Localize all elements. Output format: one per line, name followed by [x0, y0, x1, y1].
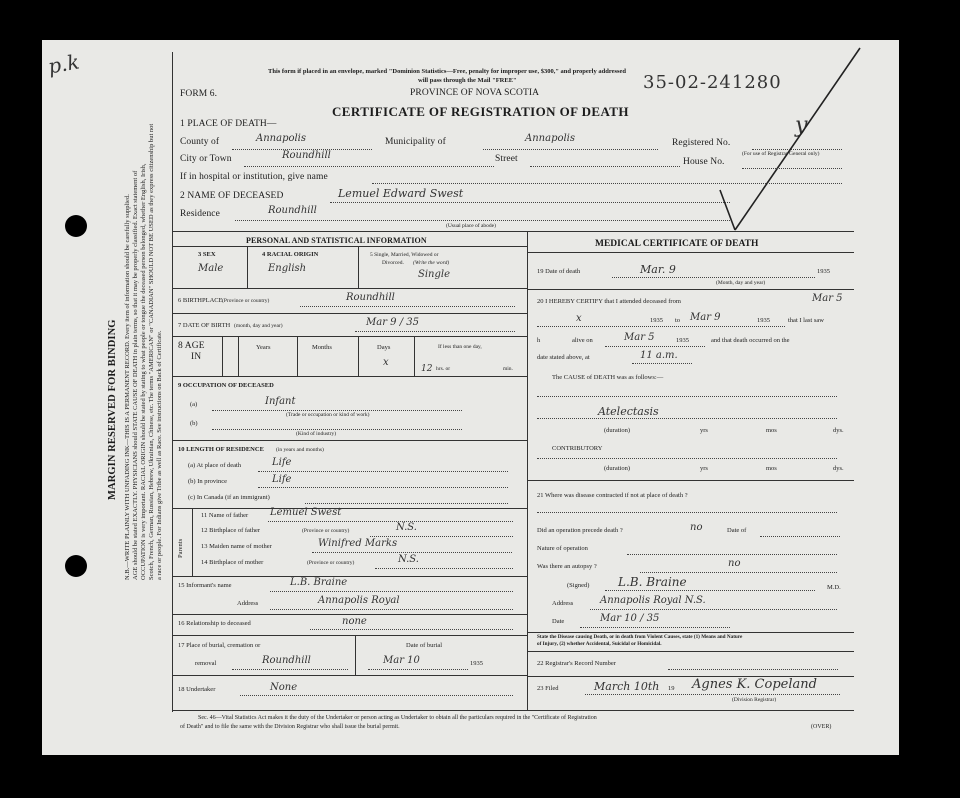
violent-note-1: State the Disease causing Death, or in death from Violent Causes, state (1) Means and Nature [537, 634, 743, 640]
deceased-name-label: 2 NAME OF DECEASED [180, 191, 284, 201]
filed-label: 23 Filed [537, 685, 559, 692]
signed-value: L.B. Braine [618, 575, 687, 589]
registrar-signature: Agnes K. Copeland [692, 677, 817, 692]
months-label: Months [312, 344, 332, 351]
date-of-death-hint: (Month, day and year) [716, 280, 766, 286]
mother-birthplace-label: 14 Birthplace of mother [201, 559, 264, 566]
attended-to-value: Mar 9 [690, 312, 721, 323]
burial-label-2: removal [195, 660, 217, 667]
residence-length-hint: (in years and months) [276, 447, 324, 453]
operation-value: no [690, 522, 703, 533]
medical-date-label: Date [552, 618, 565, 625]
residence-label: Residence [180, 209, 220, 219]
from-year: 1935 [650, 317, 663, 324]
municipality-label: Municipality of [385, 137, 446, 147]
record-number-label: 22 Registrar's Record Number [537, 660, 616, 667]
province-heading: PROVINCE OF NOVA SCOTIA [410, 88, 540, 98]
signature-mark: y [795, 113, 808, 138]
informant-address-value: Annapolis Royal [318, 595, 400, 606]
corner-note: p.k [46, 49, 82, 79]
contrib-yrs-label: yrs [700, 465, 708, 472]
marital-label-2: Divorced. [382, 260, 404, 266]
hospital-label: If in hospital or institution, give name [180, 172, 328, 182]
municipality-value: Annapolis [525, 133, 576, 144]
father-birthplace-value: N.S. [396, 522, 417, 533]
father-birthplace-hint: (Province or country) [302, 528, 350, 534]
marital-value: Single [418, 269, 451, 280]
death-occurred-label: and that death occurred on the [711, 337, 790, 344]
medical-address-value: Annapolis Royal N.S. [600, 595, 706, 606]
house-no-label: House No. [683, 157, 725, 167]
mail-note-2: will pass through the Mail "FREE" [418, 77, 517, 84]
certificate-number: 35-02-241280 [643, 72, 782, 93]
residence-length-heading: 10 LENGTH OF RESIDENCE [178, 446, 264, 453]
form-number: FORM 6. [180, 89, 218, 99]
cause-yrs-label: yrs [700, 427, 708, 434]
mother-value: Winifred Marks [318, 538, 398, 549]
minutes-label: min. [503, 366, 513, 372]
hours-label: hrs. or [436, 366, 451, 372]
years-label: Years [256, 344, 271, 351]
industry-hint: (Kind of industry) [296, 431, 337, 437]
deceased-name-value: Lemuel Edward Swest [338, 187, 464, 200]
page-title: CERTIFICATE OF REGISTRATION OF DEATH [332, 104, 629, 119]
occupation-heading: 9 OCCUPATION OF DECEASED [178, 382, 274, 389]
father-birthplace-label: 12 Birthplace of father [201, 527, 261, 534]
days-label: Days [377, 344, 391, 351]
dob-value: Mar 9 / 35 [366, 317, 419, 328]
alive-label-a: h [537, 337, 541, 344]
autopsy-value: no [728, 558, 741, 569]
relationship-label: 16 Relationship to deceased [178, 620, 251, 627]
alive-on-value: Mar 5 [624, 332, 655, 343]
occupation-hint: (Trade or occupation or kind of work) [286, 412, 370, 418]
residence-note: (Usual place of abode) [446, 223, 496, 229]
date-stated-label: date stated above, at [537, 354, 590, 361]
cause-duration-label: (duration) [604, 427, 630, 434]
cause-value: Atelectasis [598, 405, 659, 418]
parents-label: Parents [177, 538, 184, 558]
last-saw-label: that I last saw [788, 317, 824, 324]
signed-label: (Signed) [567, 582, 590, 589]
filed-value: March 10th [594, 680, 660, 693]
informant-address-label: Address [237, 600, 259, 607]
city-label: City or Town [180, 154, 232, 164]
age-label-2: IN [191, 352, 202, 362]
occupation-value: Infant [265, 396, 296, 407]
in-province-label: (b) In province [188, 478, 227, 485]
to-word: to [675, 317, 681, 324]
cause-mos-label: mos [766, 427, 777, 434]
alive-year: 1935 [676, 337, 689, 344]
contributory-label: CONTRIBUTORY [552, 445, 603, 452]
medical-heading: MEDICAL CERTIFICATE OF DEATH [595, 239, 759, 249]
filed-year-label: 19 [668, 685, 675, 692]
informant-label: 15 Informant's name [178, 582, 232, 589]
informant-value: L.B. Braine [290, 577, 348, 588]
violent-note-2: of Injury, (2) whether Accidental, Suicidal or Homicidal. [537, 641, 662, 647]
footer-line-2: of Death" and to file the same with the Division Registrar who shall issue the burial permit. [180, 724, 400, 730]
cause-heading: The CAUSE of DEATH was as follows:— [552, 374, 664, 381]
county-label: County of [180, 137, 220, 147]
contrib-mos-label: mos [766, 465, 777, 472]
burial-year-value: 1935 [470, 660, 483, 667]
medical-address-label: Address [552, 600, 574, 607]
relationship-value: none [342, 616, 367, 627]
nature-label: Nature of operation [537, 545, 588, 552]
undertaker-label: 18 Undertaker [178, 686, 216, 693]
certify-label: 20 I HEREBY CERTIFY that I attended deceased from [537, 298, 681, 305]
burial-label: 17 Place of burial, cremation or [178, 642, 261, 649]
mother-birthplace-hint: (Province or country) [307, 560, 355, 566]
under-day-label: If less than one day, [438, 344, 482, 350]
center-divider [527, 231, 528, 710]
burial-place-value: Roundhill [262, 655, 311, 666]
footer-line-1: Sec. 46—Vital Statistics Act makes it the duty of the Undertaker or person acting as Undertaker to obtain all the particulars required in the "Certificate of Registration [198, 715, 597, 721]
in-canada-label: (c) In Canada (if an immigrant) [188, 494, 270, 501]
registered-no-label: Registered No. [672, 138, 731, 148]
registrar-hint: (Division Registrar) [732, 697, 777, 703]
date-of-death-value: Mar. 9 [640, 263, 676, 276]
date-of-death-label: 19 Date of death [537, 268, 581, 275]
mother-label: 13 Maiden name of mother [201, 543, 272, 550]
binding-margin-text: MARGIN RESERVED FOR BINDING [107, 319, 118, 500]
marital-label: 5 Single, Married, Widowed or [370, 252, 439, 258]
dob-hint: (month, day and year) [234, 323, 283, 329]
binding-hole-bottom [65, 555, 87, 577]
contrib-dys-label: dys. [833, 465, 844, 472]
at-place-label: (a) At place of death [188, 462, 242, 469]
hours-value: 12 [421, 364, 433, 374]
to-year: 1935 [757, 317, 770, 324]
registrar-use-note: (For use of Registrar General only) [742, 151, 820, 157]
mail-note-1: This form if placed in an envelope, marked "Dominion Statistics—Free, penalty for improper use, $300," and properly addressed [268, 68, 627, 75]
in-province-value: Life [272, 474, 292, 485]
sex-value: Male [198, 263, 224, 274]
at-place-value: Life [272, 457, 292, 468]
personal-heading: PERSONAL AND STATISTICAL INFORMATION [246, 236, 427, 245]
racial-origin-value: English [268, 263, 307, 274]
contrib-duration-label: (duration) [604, 465, 630, 472]
medical-date-value: Mar 10 / 35 [600, 613, 660, 624]
place-of-death-heading: 1 PLACE OF DEATH— [180, 119, 277, 129]
racial-origin-label: 4 RACIAL ORIGIN [262, 251, 319, 258]
dob-label: 7 DATE OF BIRTH [178, 322, 231, 329]
q21-label: 21 Where was disease contracted if not at place of death ? [537, 492, 688, 499]
undertaker-value: None [270, 682, 298, 693]
left-frame [172, 52, 173, 712]
burial-date-value: Mar 10 [383, 655, 420, 666]
time-of-death-value: 11 a.m. [640, 350, 678, 361]
age-label: 8 AGE [178, 341, 205, 351]
residence-value: Roundhill [268, 205, 317, 216]
footer-over: (OVER) [811, 724, 832, 730]
street-label: Street [495, 154, 518, 164]
date-of-death-year: 1935 [817, 268, 830, 275]
autopsy-label: Was there an autopsy ? [537, 563, 597, 570]
birthplace-label: 6 BIRTHPLACE [178, 297, 223, 304]
alive-label-b: alive on [572, 337, 593, 344]
from-line-prefix: x [576, 313, 582, 324]
birthplace-hint: (Province or country) [222, 298, 270, 304]
burial-date-label: Date of burial [406, 642, 443, 649]
marital-hint: (Write the word) [413, 260, 450, 266]
father-value: Lemuel Swest [270, 507, 342, 518]
operation-label: Did an operation precede death ? [537, 527, 623, 534]
attended-from-value: Mar 5 [812, 293, 843, 304]
md-label: M.D. [827, 584, 841, 591]
bottom-frame [172, 710, 854, 711]
sex-label: 3 SEX [198, 251, 216, 258]
binding-hole-top [65, 215, 87, 237]
city-value: Roundhill [282, 150, 331, 161]
occupation-b: (b) [190, 420, 198, 427]
mother-birthplace-value: N.S. [398, 554, 419, 565]
operation-date-label: Date of [727, 527, 747, 534]
father-label: 11 Name of father [201, 512, 249, 519]
occupation-a: (a) [190, 401, 198, 408]
cause-dys-label: dys. [833, 427, 844, 434]
days-value: x [383, 357, 389, 368]
county-value: Annapolis [256, 133, 307, 144]
birthplace-value: Roundhill [346, 292, 395, 303]
